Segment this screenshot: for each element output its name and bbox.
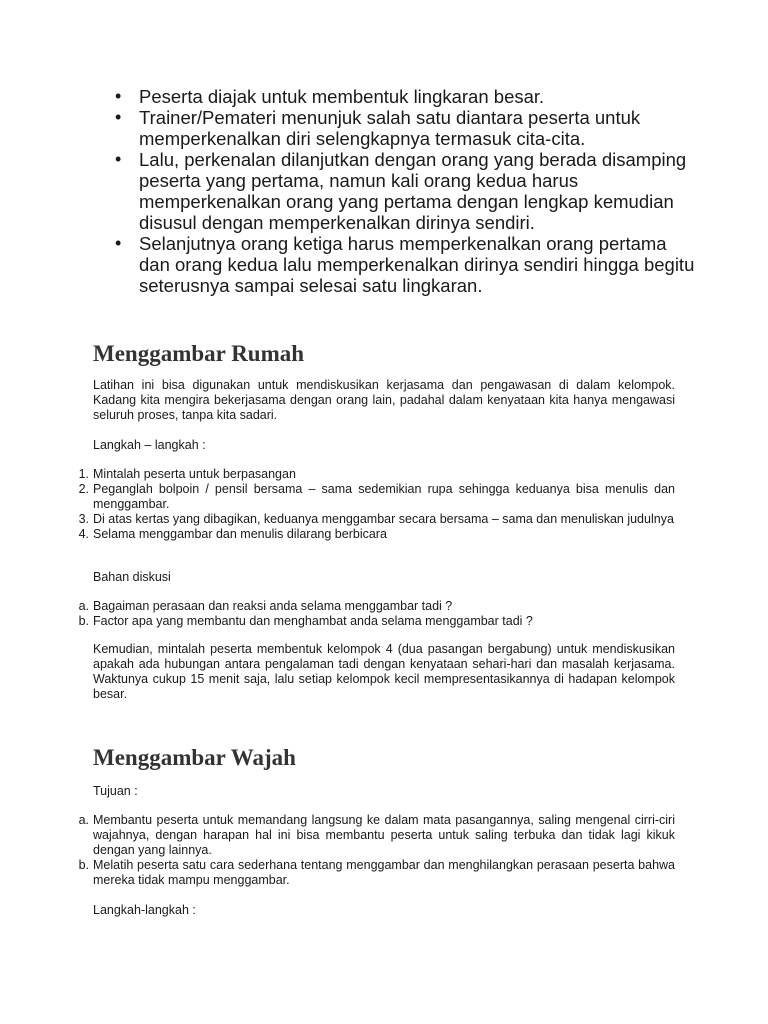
bullet-item: • Peserta diajak untuk membentuk lingkaran besar. (139, 86, 699, 107)
list-item (78, 813, 675, 858)
intro-bullet-list (139, 86, 699, 296)
rumah-steps-label: Langkah – langkah : (93, 438, 206, 452)
list-item-text: Selama menggambar dan menulis dilarang berbicara (93, 527, 387, 541)
wajah-goal-label: Tujuan : (93, 784, 138, 798)
rumah-intro-paragraph: Latihan ini bisa digunakan untuk mendiskusikan kerjasama dan pengawasan di dalam kelompok. Kadang kita mengira bekerjasama dengan orang lain, padahal dalam kenyataan kita hanya mengawasi seluruh proses, tanpa kita sadari. (93, 378, 675, 422)
list-marker: 4. (78, 527, 89, 541)
rumah-discussion-list (78, 599, 675, 629)
list-item-text: Peganglah bolpoin / pensil bersama – sama sedemikian rupa sehingga keduanya bisa menulis dan menggambar. (93, 482, 675, 511)
list-item-text: Membantu peserta untuk memandang langsung ke dalam mata pasangannya, saling mengenal cirri-ciri wajahnya, dengan harapan hal ini bisa membantu peserta untuk saling terbuka dan tidak lagi kikuk dengan yang lainnya. (93, 813, 675, 857)
heading-menggambar-wajah: Menggambar Wajah (93, 745, 296, 770)
bullet-item: • Lalu, perkenalan dilanjutkan dengan orang yang berada disamping peserta yang pertama, namun kali orang kedua harus memperkenalkan orang yang pertama dengan lengkap kemudian disusul dengan memperkenalkan dirinya sendiri. (139, 149, 699, 233)
heading-menggambar-rumah: Menggambar Rumah (93, 341, 305, 366)
list-marker: 3. (78, 512, 89, 526)
list-item-text: Mintalah peserta untuk berpasangan (93, 467, 296, 481)
wajah-steps-label: Langkah-langkah : (93, 903, 196, 917)
list-item-text: Di atas kertas yang dibagikan, keduanya menggambar secara bersama – sama dan menuliskan judulnya (93, 512, 674, 526)
rumah-closing-paragraph: Kemudian, mintalah peserta membentuk kelompok 4 (dua pasangan bergabung) untuk mendiskusikan apakah ada hubungan antara pengalaman tadi dengan kenyataan sehari-hari dan masalah kerjasama. Waktunya cukup 15 menit saja, lalu setiap kelompok kecil mempresentasikannya di hadapan kelompok besar. (93, 642, 675, 701)
list-item (78, 467, 675, 482)
wajah-goals-list (78, 813, 675, 888)
list-marker: 2. (78, 482, 89, 496)
list-item-text: Factor apa yang membantu dan menghambat anda selama menggambar tadi ? (93, 614, 533, 628)
list-marker: a. (78, 813, 89, 827)
list-marker: 1. (78, 467, 89, 481)
bullet-item: • Trainer/Pemateri menunjuk salah satu diantara peserta untuk memperkenalkan diri selengkapnya termasuk cita-cita. (139, 107, 699, 149)
list-marker: a. (78, 599, 89, 613)
list-marker: b. (78, 858, 89, 872)
list-marker: b. (78, 614, 89, 628)
list-item (78, 599, 675, 614)
list-item (78, 527, 675, 542)
bullet-item: • Selanjutnya orang ketiga harus memperkenalkan orang pertama dan orang kedua lalu memperkenalkan dirinya sendiri hingga begitu seterusnya sampai selesai satu lingkaran. (139, 233, 699, 296)
list-item (78, 858, 675, 888)
list-item (78, 482, 675, 512)
list-item-text: Bagaiman perasaan dan reaksi anda selama menggambar tadi ? (93, 599, 453, 613)
list-item (78, 512, 675, 527)
rumah-steps-list (78, 467, 675, 542)
list-item (78, 614, 675, 629)
rumah-discussion-label: Bahan diskusi (93, 570, 171, 584)
list-item-text: Melatih peserta satu cara sederhana tentang menggambar dan menghilangkan perasaan peserta bahwa mereka tidak mampu menggambar. (93, 858, 675, 887)
